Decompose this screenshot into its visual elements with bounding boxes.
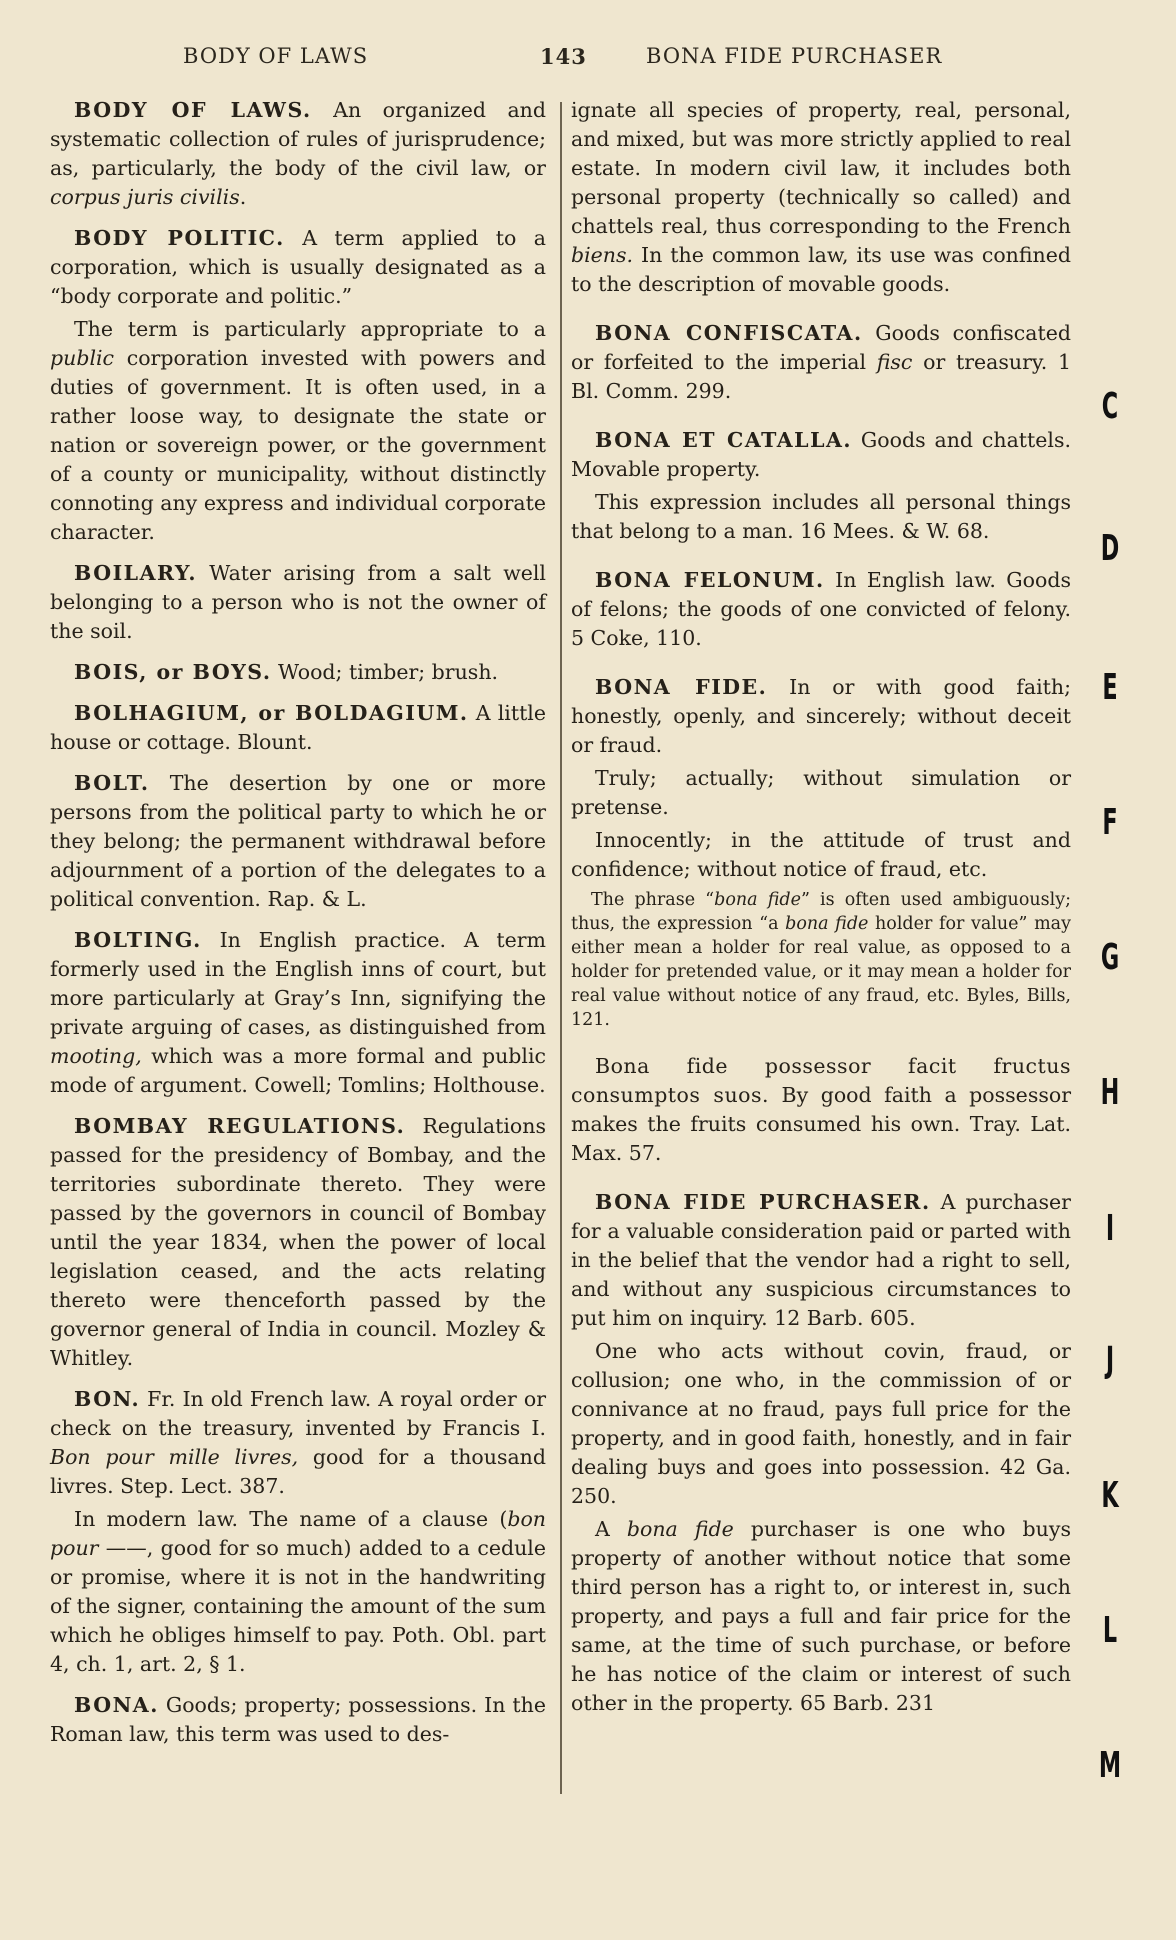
- entry-term: BOLHAGIUM, or BOLDAGIUM.: [74, 701, 469, 725]
- entry-pre: In modern law. The name of a clause (: [74, 1507, 508, 1531]
- entry-body-of-laws: [50, 96, 546, 212]
- entry-bona-fide-possessor: [571, 1052, 1071, 1168]
- entry-italic: public: [50, 346, 115, 370]
- entry-body-politic: [50, 224, 546, 311]
- entry-body-politic-note: [50, 315, 546, 547]
- entry-text: Goods; property; possessions. In the Roman law, this term was used to des-: [50, 1693, 546, 1746]
- running-header: [0, 44, 1176, 74]
- entry-text: Truly; actually; without simulation or pretense.: [571, 766, 1071, 819]
- entry-text: ——, good for so much) added to a cedule or promise, where it is not in the handwriting of the signer, containing the amount of the sum which he obliges himself to pay. Poth. Obl. part 4, ch. 1, art. 2, § 1.: [50, 1536, 546, 1676]
- entry-term: BONA.: [74, 1693, 159, 1717]
- entry-term: BODY POLITIC.: [74, 226, 285, 250]
- entry-term: Bona fide possessor facit fructus consumptos suos.: [571, 1054, 1071, 1107]
- entry-tail: holder for value” may either mean a holder for real value, as opposed to a holder for pretended value, or it may mean a holder for real value without notice of any fraud, etc. Byles, Bills, 121.: [571, 914, 1071, 1030]
- entry-boilary: [50, 559, 546, 646]
- entry-bona-fide-purchaser: [571, 1188, 1071, 1333]
- entry-bolt: [50, 769, 546, 914]
- entry-italic: Bon pour mille livres,: [50, 1445, 299, 1469]
- entry-bolting: [50, 926, 546, 1100]
- entry-bolhagium: [50, 699, 546, 757]
- entry-bona-fide-purchaser-sense-3: [571, 1515, 1071, 1718]
- entry-tail: which was a more formal and public mode of argument. Cowell; Tomlins; Holthouse.: [50, 1044, 546, 1097]
- entry-bona-et-catalla-note: [571, 488, 1071, 546]
- thumb-index-letter-i[interactable]: I: [1105, 1208, 1115, 1249]
- entry-bona: [50, 1691, 546, 1749]
- entry-term: BODY OF LAWS.: [74, 98, 312, 122]
- entry-text: In English practice. A term formerly used in the English inns of court, but more particularly at Gray’s Inn, signifying the private arguing of cases, as distinguished from: [50, 928, 546, 1039]
- entry-term: BOLTING.: [74, 928, 202, 952]
- page-number: 143: [540, 44, 587, 69]
- thumb-index-letter-f[interactable]: F: [1102, 802, 1118, 843]
- entry-italic: bona fide: [626, 1517, 734, 1541]
- entry-bona-felonum: [571, 566, 1071, 653]
- entry-text: ” is often used ambiguously; thus, the expression “a: [571, 890, 1071, 934]
- entry-text: A term applied to a corporation, which is usually designated as a “body corporate and politic.”: [50, 226, 546, 308]
- header-first-entry: BODY OF LAWS: [183, 44, 369, 68]
- entry-text: In or with good faith; honestly, openly, and sincerely; without deceit or fraud.: [571, 675, 1071, 757]
- entry-bon: [50, 1385, 546, 1501]
- entry-bona-confiscata: [571, 319, 1071, 406]
- entry-text: Goods confiscated or forfeited to the imperial: [571, 321, 1072, 374]
- entry-italic: bon pour: [50, 1507, 546, 1560]
- entry-text: Wood; timber; brush.: [271, 660, 499, 684]
- entry-text: The desertion by one or more persons from the political party to which he or they belong; the permanent withdrawal before adjournment of a portion of the delegates to a political convention. Rap. & L.: [50, 771, 546, 911]
- entry-tail: In the common law, its use was confined to the description of movable goods.: [571, 243, 1071, 296]
- entry-text: Regulations passed for the presidency of Bombay, and the territories subordinate thereto. They were passed by the governors in council of Bombay until the year 1834, when the power of local legislation ceased, and the acts relating thereto were thenceforth passed by the governor general of India in council. Mozley & Whitley.: [50, 1114, 546, 1370]
- entry-text: corporation invested with powers and duties of government. It is often used, in a rather loose way, to designate the state or nation or sovereign power, or the government of a county or municipality, without distinctly connoting any express and individual corporate character.: [50, 346, 546, 544]
- entry-term: BOIS, or BOYS.: [74, 660, 272, 684]
- thumb-index-letter-j[interactable]: J: [1105, 1340, 1115, 1381]
- entry-italic: mooting,: [50, 1044, 142, 1068]
- entry-text: One who acts without covin, fraud, or collusion; one who, in the commission of or connivance at no fraud, pays full price for the property, and in good faith, honestly, and in fair dealing buys and goes into possession. 42 Ga. 250.: [571, 1339, 1071, 1508]
- thumb-index-letter-m[interactable]: M: [1098, 1745, 1122, 1786]
- thumb-index-letter-l[interactable]: L: [1102, 1610, 1118, 1651]
- entry-bon-modern-law: [50, 1505, 546, 1679]
- entry-text: A purchaser for a valuable consideration paid or parted with in the belief that the vendor had a right to sell, and without any suspicious circumstances to put him on inquiry. 12 Barb. 605.: [571, 1190, 1071, 1330]
- entry-bombay-regulations: [50, 1112, 546, 1373]
- entry-text: Fr. In old French law. A royal order or check on the treasury, invented by Francis I.: [50, 1387, 546, 1440]
- entry-text: In English law. Goods of felons; the goods of one convicted of felony. 5 Coke, 110.: [571, 568, 1071, 650]
- thumb-index-letter-h[interactable]: H: [1100, 1072, 1120, 1113]
- entry-pre: The term is particularly appropriate to a: [74, 317, 546, 341]
- entry-text: An organized and systematic collection of rules of jurisprudence; as, particularly, the body of the civil law, or: [50, 98, 546, 180]
- entry-text: Goods and chattels. Movable property.: [571, 428, 1071, 481]
- entry-term: BOLT.: [74, 771, 150, 795]
- entry-text: ignate all species of property, real, personal, and mixed, but was more strictly applied to real estate. In modern civil law, it includes both personal property (technically so called) and chattels real, thus corresponding to the French: [571, 98, 1071, 238]
- entry-tail: good for a thousand livres. Step. Lect. 387.: [50, 1445, 547, 1498]
- entry-bona-et-catalla: [571, 426, 1071, 484]
- entry-italic: fisc: [876, 350, 913, 374]
- entry-term: BONA ET CATALLA.: [595, 428, 853, 452]
- left-column: [50, 96, 546, 1761]
- header-last-entry: BONA FIDE PURCHASER: [646, 44, 943, 68]
- entry-text: By good faith a possessor makes the fruits consumed his own. Tray. Lat. Max. 57.: [571, 1083, 1071, 1165]
- entry-term: BONA FELONUM.: [595, 568, 825, 592]
- entry-bona-fide: [571, 673, 1071, 760]
- entry-italic: biens.: [571, 243, 634, 267]
- entry-bona-continued: [571, 96, 1071, 299]
- entry-bona-fide-purchaser-sense-2: [571, 1337, 1071, 1511]
- thumb-index-letter-d[interactable]: D: [1100, 528, 1120, 569]
- entry-term: BONA CONFISCATA.: [595, 321, 863, 345]
- entry-bona-fide-note: [571, 888, 1071, 1032]
- entry-text: Innocently; in the attitude of trust and confidence; without notice of fraud, etc.: [571, 828, 1071, 881]
- thumb-index-letter-g[interactable]: G: [1100, 937, 1120, 978]
- entry-italic: bona fide: [714, 890, 801, 910]
- entry-text: Water arising from a salt well belonging to a person who is not the owner of the soil.: [50, 561, 546, 643]
- entry-text: purchaser is one who buys property of another without notice that some third person has a right to, or interest in, such property, and pays a full and fair price for the same, at the time of such purchase, or before he has notice of the claim or interest of such other in the property. 65 Barb. 231: [571, 1517, 1071, 1715]
- entry-term: BON.: [74, 1387, 141, 1411]
- entry-italic: corpus juris civilis: [50, 185, 240, 209]
- entry-bona-fide-sense-3: [571, 826, 1071, 884]
- right-column: [571, 96, 1071, 1730]
- thumb-index-letter-c[interactable]: C: [1101, 386, 1119, 427]
- entry-term: BONA FIDE PURCHASER.: [595, 1190, 931, 1214]
- thumb-index-letter-e[interactable]: E: [1102, 667, 1118, 708]
- entry-tail: or treasury. 1 Bl. Comm. 299.: [571, 350, 1071, 403]
- entry-term: BOMBAY REGULATIONS.: [74, 1114, 406, 1138]
- entry-pre: A: [595, 1517, 627, 1541]
- entry-bona-fide-sense-2: [571, 764, 1071, 822]
- entry-bois: [50, 658, 546, 687]
- thumb-index-letter-k[interactable]: K: [1101, 1475, 1119, 1516]
- entry-text: This expression includes all personal things that belong to a man. 16 Mees. & W. 68.: [571, 490, 1071, 543]
- entry-pre: The phrase “: [591, 890, 715, 910]
- entry-italic-2: bona fide: [785, 914, 869, 934]
- entry-text: A little house or cottage. Blount.: [50, 701, 546, 754]
- entry-term: BONA FIDE.: [595, 675, 768, 699]
- entry-tail: .: [239, 185, 247, 209]
- column-divider: [560, 102, 562, 1794]
- entry-term: BOILARY.: [74, 561, 198, 585]
